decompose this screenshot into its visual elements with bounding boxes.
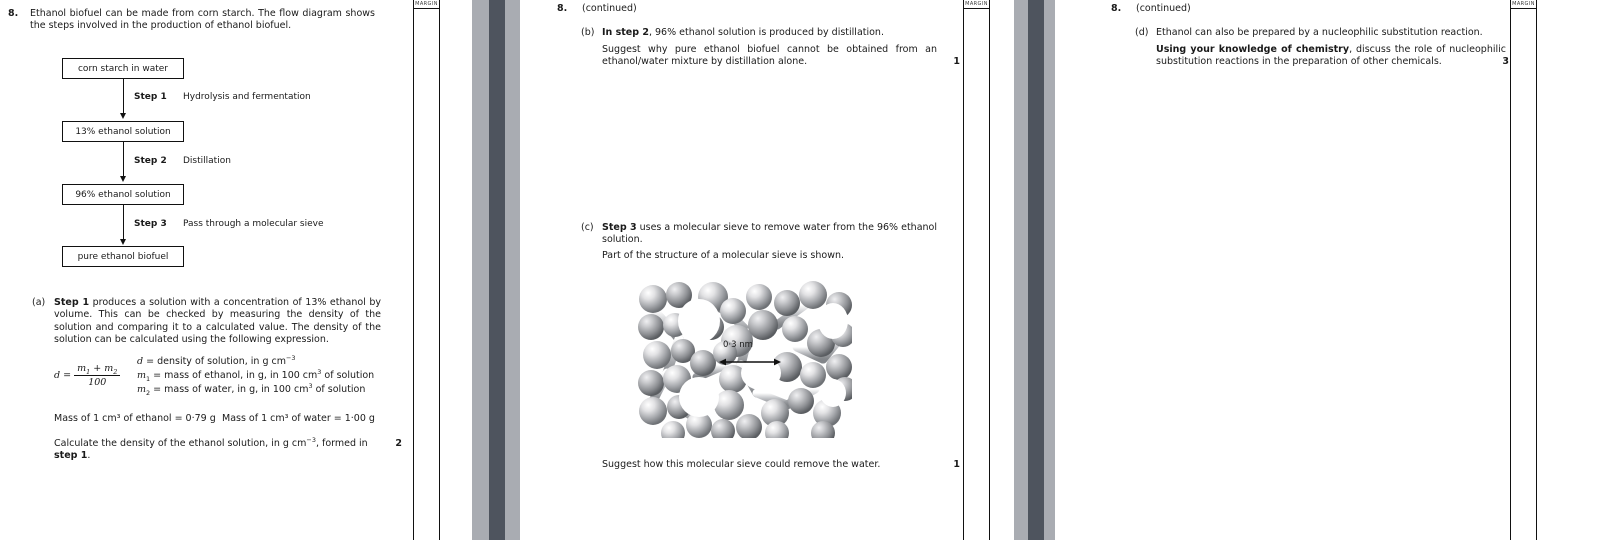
margin-column-page3 [1510, 0, 1537, 540]
step-description-3: Pass through a molecular sieve [183, 219, 324, 229]
definition-m2-tail: of solution [312, 384, 366, 395]
definition-m2 [137, 383, 374, 397]
definition-m1 [137, 369, 374, 383]
part-label-a: (a) [32, 297, 46, 308]
flow-arrow-head-2 [120, 176, 126, 182]
step-label-3: Step 3 [134, 219, 167, 229]
formula-fraction [74, 363, 120, 388]
part-b-bold-lead: In step 2 [602, 27, 649, 38]
flow-arrow-head-1 [120, 113, 126, 119]
formula-m2: m [104, 363, 114, 374]
calculate-instruction [54, 435, 384, 463]
flow-arrow-line-3 [123, 205, 124, 241]
formula-denominator: 100 [88, 377, 107, 388]
formula-m1-sub: 1 [86, 367, 91, 376]
part-b-line1-rest: , 96% ethanol solution is produced by distillation. [648, 27, 884, 38]
flow-box-corn-starch: corn starch in water [62, 58, 184, 79]
mass-of-ethanol: Mass of 1 cm³ of ethanol = 0·79 g [54, 413, 216, 424]
calculate-sup: −3 [306, 435, 316, 444]
part-d-line2 [1156, 44, 1506, 69]
part-b-line2: Suggest why pure ethanol biofuel cannot be obtained from an ethanol/water mixture by distillation alone. [602, 44, 937, 68]
flow-box-13-percent: 13% ethanol solution [62, 121, 184, 142]
formula-equals: = [63, 370, 72, 381]
part-c-bold-lead: Step 3 [602, 222, 637, 233]
formula-lhs: d [54, 370, 61, 381]
density-formula [54, 363, 120, 388]
definition-d-symbol: d [137, 356, 144, 367]
molecular-sieve-figure [637, 281, 852, 438]
formula-numerator [74, 363, 120, 376]
exam-page-1 [0, 0, 440, 540]
part-label-d: (d) [1135, 27, 1149, 38]
margin-label-page2: MARGIN [965, 1, 988, 7]
continued-label-page3: (continued) [1136, 3, 1191, 14]
part-label-c: (c) [581, 222, 594, 233]
flow-box-96-percent: 96% ethanol solution [62, 184, 184, 205]
gutter-1-dark-band [489, 0, 505, 540]
formula-m2-sub: 2 [113, 367, 118, 376]
part-c-line1-rest: uses a molecular sieve to remove water from the 96% ethanol solution. [602, 222, 937, 246]
flow-arrow-head-3 [120, 239, 126, 245]
part-a-bold-lead: Step 1 [54, 297, 90, 308]
page-gutter-1 [472, 0, 520, 540]
part-d-bold-lead: Using your knowledge of chemistry [1156, 44, 1350, 55]
part-b-line1 [602, 27, 947, 39]
question-number-page2: 8. [557, 3, 568, 14]
margin-label-page1: MARGIN [415, 1, 438, 7]
formula-m1: m [77, 363, 87, 374]
marks-part-a: 2 [395, 438, 402, 449]
part-c-line3: Suggest how this molecular sieve could remove the water. [602, 459, 881, 470]
definition-m1-symbol: m [137, 370, 147, 381]
definition-d-text: = density of solution, in g cm [143, 356, 286, 367]
formula-plus: + [93, 363, 102, 374]
definition-m1-text: = mass of ethanol, in g, in 100 cm [150, 370, 318, 381]
formula-definitions [137, 355, 374, 397]
part-c-line2: Part of the structure of a molecular sieve is shown. [602, 250, 845, 261]
part-a-body: produces a solution with a concentration of 13% ethanol by volume. This can be checked by measuring the density of the solution and comparing it to a calculated value. The density of the solution can be calculated using the following expression. [54, 297, 382, 345]
definition-m2-sub: 2 [146, 388, 151, 397]
definition-m2-symbol: m [137, 384, 147, 395]
definition-m1-sub: 1 [146, 374, 151, 383]
question-number-page3: 8. [1111, 3, 1122, 14]
margin-column-page1 [413, 0, 440, 540]
step-label-2: Step 2 [134, 156, 167, 166]
part-a-text [54, 297, 381, 346]
pore-size-arrow-icon [719, 357, 781, 367]
step-description-2: Distillation [183, 156, 231, 166]
exam-page-2 [520, 0, 990, 540]
step-label-1: Step 1 [134, 92, 167, 102]
definition-m1-tail: of solution [321, 370, 375, 381]
continued-label-page2: (continued) [582, 3, 637, 14]
definition-d [137, 355, 374, 369]
definition-m2-text: = mass of water, in g, in 100 cm [150, 384, 309, 395]
marks-part-b: 1 [953, 56, 960, 67]
definition-d-sup: −3 [286, 353, 296, 362]
gutter-2-dark-band [1028, 0, 1044, 540]
part-d-line1: Ethanol can also be prepared by a nucleophilic substitution reaction. [1156, 27, 1483, 38]
step-description-1: Hydrolysis and fermentation [183, 92, 311, 102]
page-gutter-2 [1014, 0, 1056, 540]
calculate-bold-step: step 1 [54, 450, 88, 462]
definition-m1-sup: 3 [317, 367, 322, 376]
part-label-b: (b) [581, 27, 595, 38]
part-c-line1 [602, 222, 937, 247]
margin-column-page2 [963, 0, 990, 540]
mass-of-water: Mass of 1 cm³ of water = 1·00 g [222, 413, 375, 424]
calculate-suffix: , formed in [315, 438, 368, 449]
marks-part-c: 1 [953, 459, 960, 470]
marks-part-d: 3 [1502, 56, 1509, 67]
question-number-page1: 8. [8, 8, 19, 19]
pore-size-label: 0·3 nm [723, 340, 753, 350]
part-d-line2-rest: , discuss the role of nucleophilic substitution reactions in the preparation of other chemicals. [1156, 44, 1506, 68]
question-stem: Ethanol biofuel can be made from corn starch. The flow diagram shows the steps involved in the production of ethanol biofuel. [30, 8, 375, 32]
margin-label-page3: MARGIN [1512, 1, 1535, 7]
calculate-prefix: Calculate the density of the ethanol solution, in g cm [54, 438, 307, 449]
flow-arrow-line-1 [123, 79, 124, 115]
flow-box-pure-ethanol: pure ethanol biofuel [62, 246, 184, 267]
flow-arrow-line-2 [123, 142, 124, 178]
definition-m2-sup: 3 [308, 381, 313, 390]
calculate-end: . [87, 450, 91, 462]
